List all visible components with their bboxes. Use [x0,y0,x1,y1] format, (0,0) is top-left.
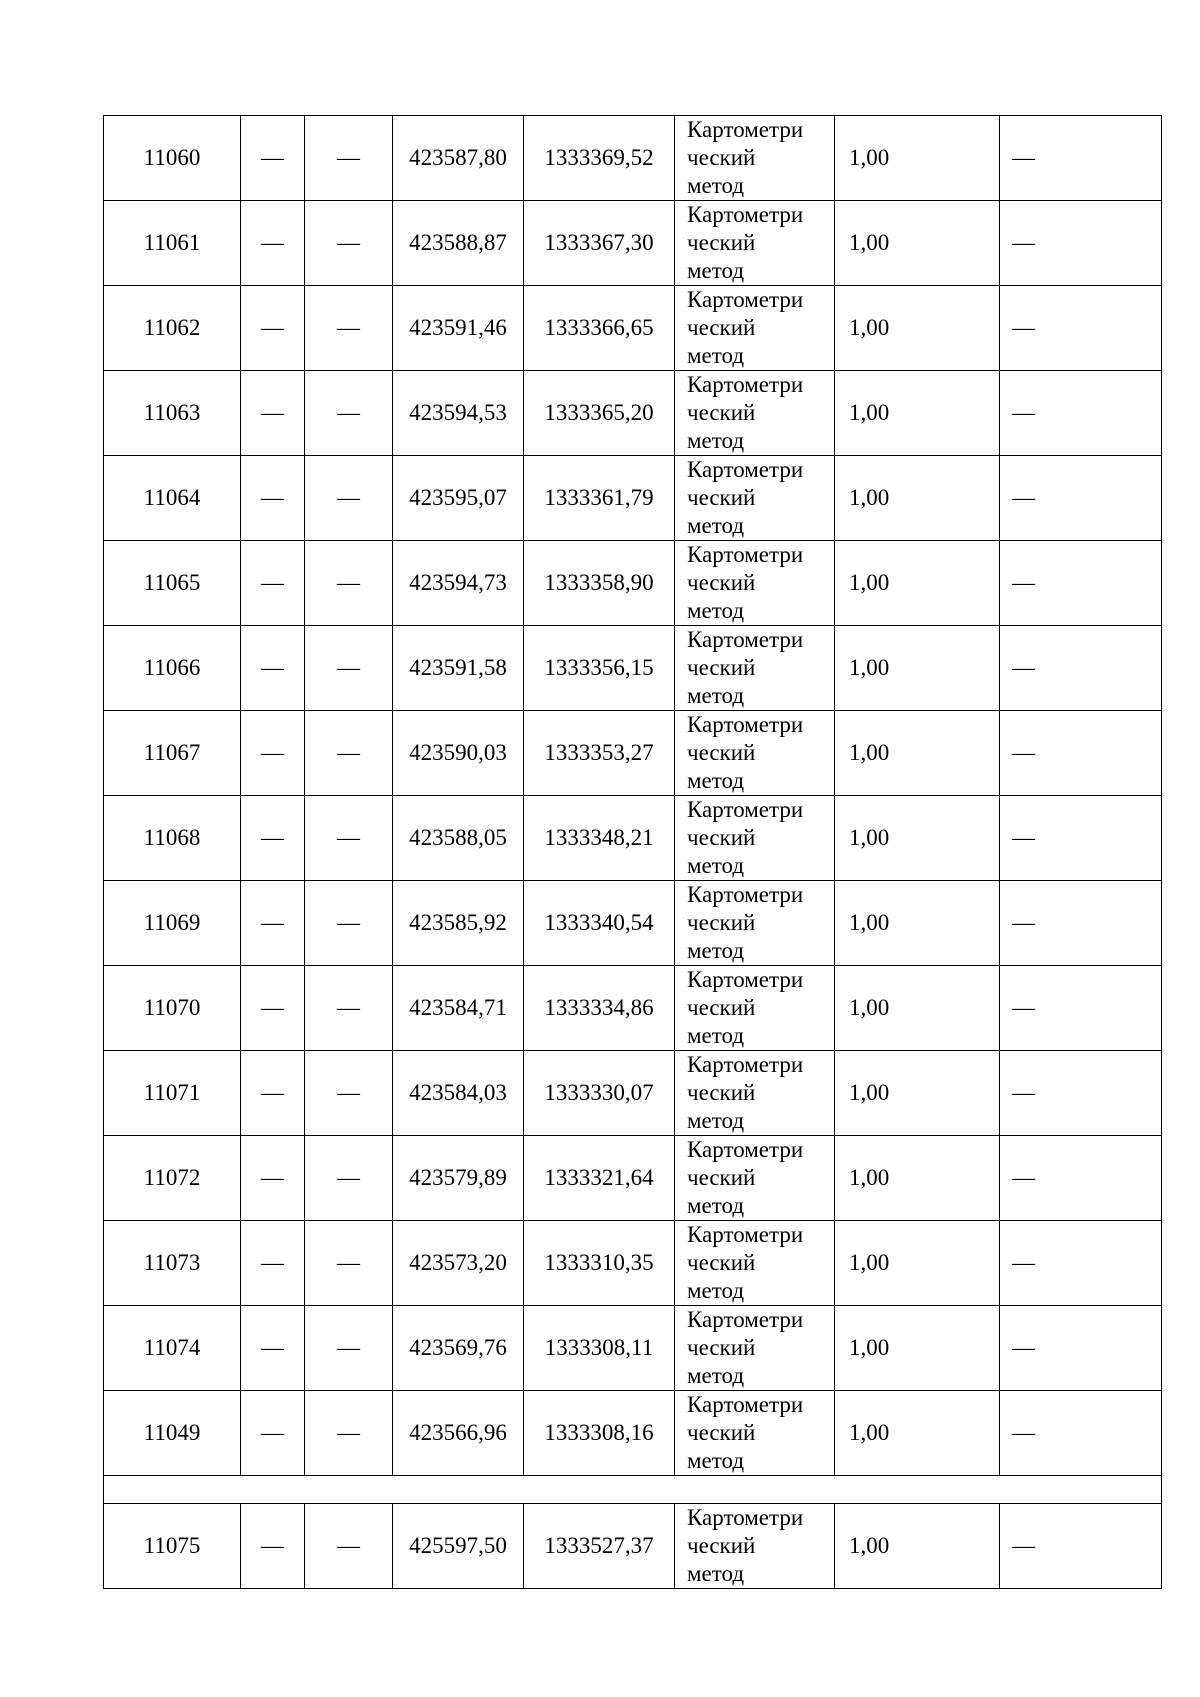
method-text-line: ческий [687,740,756,765]
point-number-cell: 11072 [104,1136,241,1221]
method-cell [675,881,835,966]
empty-dash-cell: — [241,541,305,626]
separator-row [104,1476,1162,1504]
empty-dash-cell: — [241,1051,305,1136]
table-row [104,711,1162,796]
table-row [104,1504,1162,1589]
method-text-line: Картометри [687,1505,804,1530]
method-text-line: ческий [687,315,756,340]
empty-dash-cell: — [305,1391,393,1476]
empty-dash-cell: — [1000,881,1162,966]
method-cell [675,201,835,286]
coordinate-x-cell: 423588,05 [393,796,524,881]
accuracy-cell: 1,00 [835,1051,1000,1136]
method-cell [675,626,835,711]
point-number-cell: 11061 [104,201,241,286]
method-text-line: метод [687,1193,745,1218]
method-text-line: метод [687,258,745,283]
coordinate-x-cell: 423594,73 [393,541,524,626]
separator-cell [104,1476,1162,1504]
method-text-line: Картометри [687,1137,804,1162]
table-body [104,116,1162,1589]
method-cell [675,1306,835,1391]
method-text-line: Картометри [687,372,804,397]
coordinate-y-cell: 1333358,90 [524,541,675,626]
empty-dash-cell: — [305,626,393,711]
method-cell [675,371,835,456]
method-text-line: ческий [687,825,756,850]
method-cell [675,1136,835,1221]
table-row [104,371,1162,456]
coordinate-x-cell: 423591,46 [393,286,524,371]
accuracy-cell: 1,00 [835,116,1000,201]
empty-dash-cell: — [1000,966,1162,1051]
empty-dash-cell: — [305,881,393,966]
empty-dash-cell: — [1000,1391,1162,1476]
empty-dash-cell: — [1000,456,1162,541]
empty-dash-cell: — [305,1221,393,1306]
empty-dash-cell: — [241,1391,305,1476]
method-text-line: метод [687,1561,745,1586]
point-number-cell: 11070 [104,966,241,1051]
empty-dash-cell: — [305,1306,393,1391]
point-number-cell: 11062 [104,286,241,371]
method-cell [675,1051,835,1136]
method-text-line: метод [687,513,745,538]
method-text-line: ческий [687,145,756,170]
method-text-line: метод [687,683,745,708]
method-cell [675,541,835,626]
empty-dash-cell: — [305,1051,393,1136]
coordinate-y-cell: 1333365,20 [524,371,675,456]
table-row [104,1306,1162,1391]
table-row [104,1391,1162,1476]
accuracy-cell: 1,00 [835,201,1000,286]
empty-dash-cell: — [241,1221,305,1306]
accuracy-cell: 1,00 [835,541,1000,626]
method-text-line: метод [687,343,745,368]
coordinate-x-cell: 423579,89 [393,1136,524,1221]
point-number-cell: 11065 [104,541,241,626]
method-text-line: метод [687,1448,745,1473]
empty-dash-cell: — [241,881,305,966]
accuracy-cell: 1,00 [835,711,1000,796]
point-number-cell: 11074 [104,1306,241,1391]
point-number-cell: 11063 [104,371,241,456]
method-text-line: Картометри [687,1392,804,1417]
coordinate-x-cell: 423590,03 [393,711,524,796]
method-text-line: ческий [687,995,756,1020]
method-text-line: метод [687,173,745,198]
method-text-line: ческий [687,1165,756,1190]
empty-dash-cell: — [1000,116,1162,201]
method-cell [675,966,835,1051]
method-text-line: ческий [687,570,756,595]
method-text-line: ческий [687,1335,756,1360]
empty-dash-cell: — [1000,1504,1162,1589]
empty-dash-cell: — [241,966,305,1051]
coordinate-x-cell: 423587,80 [393,116,524,201]
empty-dash-cell: — [241,711,305,796]
method-text-line: Картометри [687,457,804,482]
accuracy-cell: 1,00 [835,881,1000,966]
method-text-line: Картометри [687,797,804,822]
method-cell [675,1391,835,1476]
method-text-line: Картометри [687,542,804,567]
method-cell [675,711,835,796]
empty-dash-cell: — [1000,1051,1162,1136]
point-number-cell: 11060 [104,116,241,201]
empty-dash-cell: — [241,456,305,541]
coordinate-y-cell: 1333330,07 [524,1051,675,1136]
coordinate-y-cell: 1333361,79 [524,456,675,541]
method-cell [675,456,835,541]
table-row [104,541,1162,626]
method-text-line: ческий [687,230,756,255]
coordinate-x-cell: 423569,76 [393,1306,524,1391]
accuracy-cell: 1,00 [835,1136,1000,1221]
empty-dash-cell: — [241,796,305,881]
method-text-line: метод [687,1108,745,1133]
coordinate-y-cell: 1333527,37 [524,1504,675,1589]
table-row [104,1136,1162,1221]
method-text-line: Картометри [687,202,804,227]
empty-dash-cell: — [1000,711,1162,796]
empty-dash-cell: — [1000,541,1162,626]
coordinate-y-cell: 1333369,52 [524,116,675,201]
coordinate-y-cell: 1333367,30 [524,201,675,286]
accuracy-cell: 1,00 [835,1306,1000,1391]
coordinate-x-cell: 423588,87 [393,201,524,286]
coordinate-y-cell: 1333334,86 [524,966,675,1051]
point-number-cell: 11068 [104,796,241,881]
coordinate-x-cell: 423584,03 [393,1051,524,1136]
method-text-line: метод [687,428,745,453]
coordinate-y-cell: 1333353,27 [524,711,675,796]
coordinate-x-cell: 423566,96 [393,1391,524,1476]
method-cell [675,116,835,201]
accuracy-cell: 1,00 [835,626,1000,711]
method-text-line: ческий [687,1250,756,1275]
coordinate-x-cell: 423595,07 [393,456,524,541]
empty-dash-cell: — [305,966,393,1051]
method-text-line: Картометри [687,117,804,142]
accuracy-cell: 1,00 [835,286,1000,371]
method-cell [675,1504,835,1589]
coordinate-x-cell: 423591,58 [393,626,524,711]
empty-dash-cell: — [1000,796,1162,881]
table-row [104,201,1162,286]
method-text-line: ческий [687,1420,756,1445]
method-text-line: Картометри [687,882,804,907]
empty-dash-cell: — [241,1504,305,1589]
accuracy-cell: 1,00 [835,1391,1000,1476]
coordinates-table [103,115,1162,1589]
method-cell [675,1221,835,1306]
empty-dash-cell: — [1000,1306,1162,1391]
empty-dash-cell: — [241,116,305,201]
method-text-line: метод [687,1278,745,1303]
empty-dash-cell: — [305,796,393,881]
method-cell [675,286,835,371]
empty-dash-cell: — [305,1504,393,1589]
table-row [104,626,1162,711]
method-text-line: метод [687,853,745,878]
empty-dash-cell: — [241,201,305,286]
method-text-line: Картометри [687,1052,804,1077]
table-row [104,796,1162,881]
method-text-line: ческий [687,655,756,680]
point-number-cell: 11071 [104,1051,241,1136]
empty-dash-cell: — [241,626,305,711]
method-text-line: метод [687,938,745,963]
point-number-cell: 11049 [104,1391,241,1476]
coordinate-y-cell: 1333310,35 [524,1221,675,1306]
table-row [104,286,1162,371]
table-row [104,1221,1162,1306]
coordinate-y-cell: 1333308,11 [524,1306,675,1391]
table-row [104,881,1162,966]
empty-dash-cell: — [241,1306,305,1391]
method-text-line: ческий [687,400,756,425]
method-text-line: метод [687,1363,745,1388]
empty-dash-cell: — [1000,626,1162,711]
empty-dash-cell: — [1000,286,1162,371]
empty-dash-cell: — [305,116,393,201]
method-text-line: метод [687,598,745,623]
method-text-line: метод [687,1023,745,1048]
coordinate-y-cell: 1333321,64 [524,1136,675,1221]
method-text-line: Картометри [687,1222,804,1247]
point-number-cell: 11073 [104,1221,241,1306]
method-text-line: Картометри [687,1307,804,1332]
accuracy-cell: 1,00 [835,371,1000,456]
coordinate-x-cell: 423584,71 [393,966,524,1051]
point-number-cell: 11075 [104,1504,241,1589]
accuracy-cell: 1,00 [835,1504,1000,1589]
accuracy-cell: 1,00 [835,796,1000,881]
method-text-line: Картометри [687,712,804,737]
method-text-line: Картометри [687,287,804,312]
coordinate-x-cell: 423573,20 [393,1221,524,1306]
empty-dash-cell: — [1000,201,1162,286]
method-text-line: ческий [687,485,756,510]
coordinate-x-cell: 423594,53 [393,371,524,456]
empty-dash-cell: — [241,286,305,371]
empty-dash-cell: — [1000,1136,1162,1221]
coordinate-y-cell: 1333356,15 [524,626,675,711]
empty-dash-cell: — [305,711,393,796]
empty-dash-cell: — [305,286,393,371]
method-text-line: ческий [687,910,756,935]
coordinate-x-cell: 425597,50 [393,1504,524,1589]
table-row [104,116,1162,201]
method-text-line: ческий [687,1080,756,1105]
table-row [104,966,1162,1051]
table-row [104,456,1162,541]
point-number-cell: 11066 [104,626,241,711]
empty-dash-cell: — [305,371,393,456]
coordinate-y-cell: 1333308,16 [524,1391,675,1476]
empty-dash-cell: — [305,456,393,541]
method-text-line: ческий [687,1533,756,1558]
point-number-cell: 11069 [104,881,241,966]
empty-dash-cell: — [305,541,393,626]
coordinate-x-cell: 423585,92 [393,881,524,966]
empty-dash-cell: — [241,371,305,456]
coordinate-y-cell: 1333366,65 [524,286,675,371]
point-number-cell: 11067 [104,711,241,796]
point-number-cell: 11064 [104,456,241,541]
empty-dash-cell: — [241,1136,305,1221]
empty-dash-cell: — [1000,371,1162,456]
method-text-line: метод [687,768,745,793]
empty-dash-cell: — [305,201,393,286]
method-cell [675,796,835,881]
coordinate-y-cell: 1333348,21 [524,796,675,881]
empty-dash-cell: — [1000,1221,1162,1306]
empty-dash-cell: — [305,1136,393,1221]
accuracy-cell: 1,00 [835,456,1000,541]
accuracy-cell: 1,00 [835,966,1000,1051]
table-row [104,1051,1162,1136]
method-text-line: Картометри [687,627,804,652]
coordinate-y-cell: 1333340,54 [524,881,675,966]
accuracy-cell: 1,00 [835,1221,1000,1306]
method-text-line: Картометри [687,967,804,992]
